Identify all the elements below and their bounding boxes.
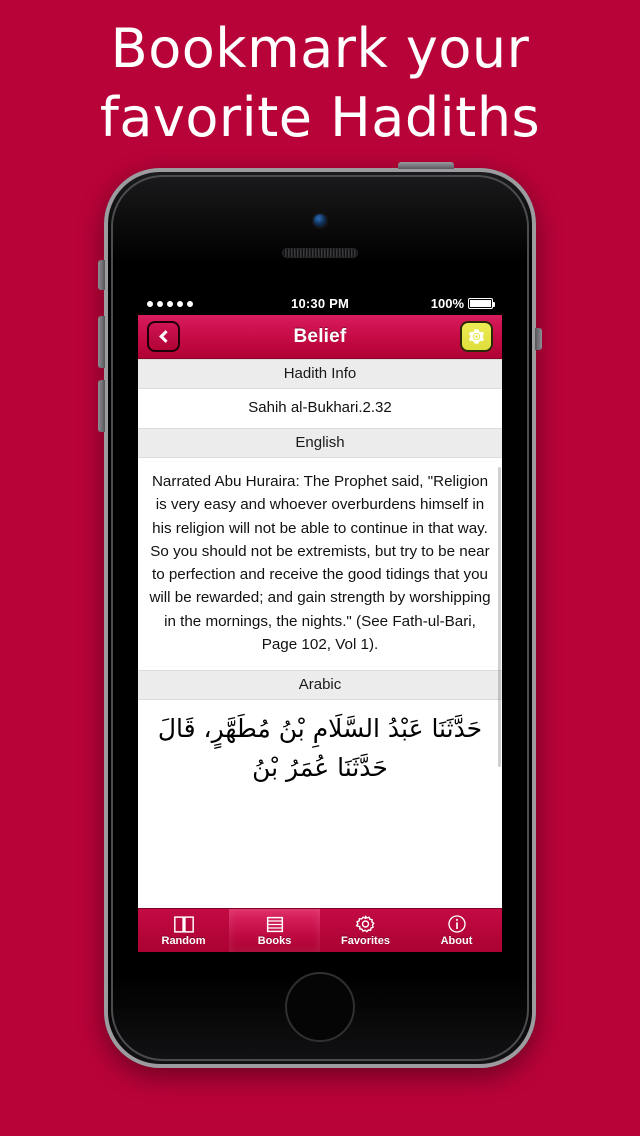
status-bar (138, 292, 502, 315)
hadith-arabic-text: حَدَّثَنَا عَبْدُ السَّلَامِ بْنُ مُطَهَّرٍ، قَالَ حَدَّثَنَا عُمَرُ بْنُ (157, 714, 483, 782)
phone-mockup (104, 168, 536, 1068)
section-header-arabic: Arabic (138, 670, 502, 700)
tab-favorites-label: Favorites (341, 935, 390, 947)
tab-random[interactable] (138, 909, 229, 952)
sim-tray (535, 328, 542, 350)
home-button[interactable] (285, 972, 355, 1042)
tab-books-label: Books (257, 935, 292, 947)
tab-bar (138, 908, 502, 952)
promo-headline (0, 14, 640, 152)
tab-books[interactable] (229, 909, 320, 952)
hadith-reference: Sahih al-Bukhari.2.32 (248, 399, 392, 416)
status-bar-time: 10:30 PM (291, 296, 349, 311)
gear-icon (468, 328, 485, 345)
navigation-bar (138, 315, 502, 359)
page-title: Belief (293, 325, 347, 347)
earpiece-speaker (282, 248, 358, 258)
hadith-english-text: Narrated Abu Huraira: The Prophet said, "Religion is very easy and whoever overburdens himself in his religion will not be able to continue in that way. So you should not be extremists, but try to be near to perfection and receive the good tidings that you will be rewarded; and gain strength by worshipping in the mornings, the nights." (See Fath-ul-Bari, Page 102, Vol 1). (149, 473, 491, 653)
chevron-left-icon (159, 330, 172, 343)
mute-switch[interactable] (98, 260, 105, 290)
vertical-scrollbar[interactable] (498, 467, 501, 767)
volume-up-button[interactable] (98, 316, 105, 368)
tab-favorites[interactable] (320, 909, 411, 952)
power-button[interactable] (398, 162, 454, 169)
front-camera-icon (314, 214, 327, 227)
status-bar-right (431, 296, 493, 311)
info-circle-icon (447, 914, 467, 934)
stacked-books-icon (264, 914, 286, 934)
phone-screen (138, 292, 502, 952)
hadith-content[interactable] (138, 359, 502, 908)
tab-about[interactable] (411, 909, 502, 952)
battery-icon (468, 298, 493, 309)
tab-about-label: About (440, 935, 473, 947)
section-header-english: English (138, 428, 502, 458)
settings-button[interactable] (460, 321, 493, 352)
tab-random-label: Random (161, 935, 206, 947)
section-header-hadith-info: Hadith Info (138, 359, 502, 389)
promo-headline-line1: Bookmark your (110, 17, 530, 80)
volume-down-button[interactable] (98, 380, 105, 432)
promo-headline-line2: favorite Hadiths (99, 86, 541, 150)
battery-percent-label: 100% (430, 296, 464, 311)
open-book-icon (173, 914, 195, 934)
gear-icon (355, 914, 376, 934)
back-button[interactable] (147, 321, 180, 352)
